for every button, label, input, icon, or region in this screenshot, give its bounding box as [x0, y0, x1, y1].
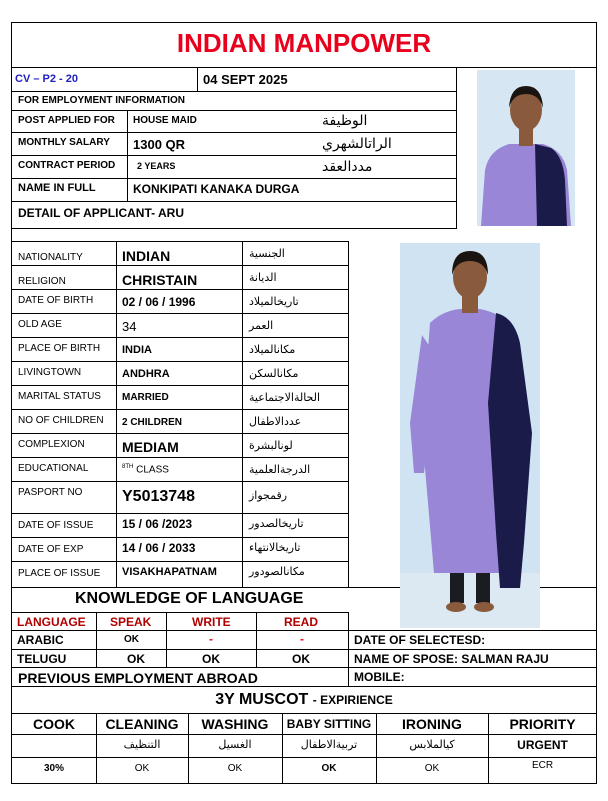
birthplace-label: PLACE OF BIRTH: [18, 343, 101, 354]
skill-cleaning-value: OK: [134, 763, 150, 774]
post-label: POST APPLIED FOR: [18, 115, 115, 126]
lang-telugu-name: TELUGU: [17, 652, 67, 666]
lang-telugu-write: OK: [202, 652, 220, 666]
age-value: 34: [122, 319, 137, 334]
complexion-value: MEDIAM: [122, 439, 179, 455]
education-label: EDUCATIONAL: [18, 463, 89, 474]
skill-ironing: IRONING: [402, 716, 462, 732]
complexion-label: COMPLEXION: [18, 439, 85, 450]
education-arabic: الدرجةالعلمية: [249, 463, 311, 476]
applicant-photo-small: [477, 70, 575, 226]
post-value: HOUSE MAID: [133, 115, 197, 126]
issue-date-label: DATE OF ISSUE: [18, 520, 94, 531]
skill-baby-sitting-value: OK: [321, 763, 337, 774]
lang-header-speak: SPEAK: [110, 615, 152, 629]
salary-value: 1300 QR: [133, 137, 186, 152]
exp-date-arabic: تاريخالانتهاء: [249, 541, 301, 554]
education-value-text: CLASS: [136, 464, 169, 476]
children-label: NO OF CHILDREN: [18, 415, 104, 426]
birthplace-arabic: مكانالميلاد: [249, 343, 296, 356]
lang-arabic-name: ARABIC: [17, 633, 64, 647]
religion-value: CHRISTAIN: [122, 272, 198, 288]
passport-value: Y5013748: [122, 488, 195, 505]
lang-telugu-read: OK: [292, 652, 310, 666]
lang-header-read: READ: [284, 615, 319, 629]
issue-date-arabic: تاريخالصدور: [249, 517, 304, 530]
education-value: [122, 464, 169, 475]
dob-value: 02 / 06 / 1996: [122, 295, 196, 309]
cv-code: CV – P2 - 20: [15, 73, 78, 85]
form-date: 04 SEPT 2025: [203, 72, 288, 87]
spouse-name: NAME OF SPOSE: SALMAN RAJU: [354, 652, 549, 666]
lang-arabic-speak: OK: [124, 634, 139, 645]
lang-header-write: WRITE: [192, 615, 231, 629]
marital-label: MARITAL STATUS: [18, 391, 101, 402]
experience-main: 3Y MUSCOT: [215, 691, 309, 708]
complexion-arabic: لونالبشرة: [249, 439, 293, 452]
contract-label: CONTRACT PERIOD: [18, 160, 116, 171]
priority-ecr: ECR: [531, 760, 554, 771]
marital-value: MARRIED: [122, 392, 169, 403]
contract-arabic: مددالعقد: [322, 159, 373, 175]
issue-place-label: PLACE OF ISSUE: [18, 568, 101, 579]
exp-date-label: DATE OF EXP: [18, 544, 84, 555]
marital-arabic: الحالةالاجتماعية: [249, 391, 321, 404]
religion-arabic: الديانة: [249, 271, 277, 284]
lang-header-language: LANGUAGE: [17, 615, 86, 629]
nationality-arabic: الجنسية: [249, 247, 285, 260]
detail-label: DETAIL OF APPLICANT- ARU: [18, 206, 184, 220]
name-label: NAME IN FULL: [18, 182, 96, 194]
name-value: KONKIPATI KANAKA DURGA: [133, 182, 300, 196]
employment-info-label: FOR EMPLOYMENT INFORMATION: [18, 95, 186, 106]
age-arabic: العمر: [249, 319, 274, 332]
issue-place-arabic: مكانالصودور: [249, 565, 305, 578]
education-value-sup: 8TH: [122, 464, 134, 470]
religion-label: RELIGION: [18, 276, 66, 287]
skill-cook-value: 30%: [43, 763, 64, 774]
skill-baby-sitting-arabic: تربيةالاطفال: [300, 738, 358, 751]
issue-place-value: VISAKHAPATNAM: [122, 566, 217, 578]
livingtown-label: LIVINGTOWN: [18, 367, 82, 378]
children-arabic: عددالاطفال: [249, 415, 302, 428]
knowledge-title: KNOWLEDGE OF LANGUAGE: [75, 590, 304, 607]
dob-arabic: تاريخالميلاد: [249, 295, 299, 308]
skill-cleaning-arabic: التنظيف: [123, 738, 161, 751]
contract-value: 2 YEARS: [137, 161, 176, 171]
skill-cook: COOK: [33, 716, 75, 732]
skill-cleaning: CLEANING: [105, 716, 179, 732]
skill-washing-value: OK: [227, 763, 243, 774]
lang-arabic-read: -: [300, 632, 304, 646]
skill-washing-arabic: الغسيل: [218, 738, 252, 751]
post-arabic: الوظيفة: [322, 113, 368, 129]
prev-employment-title: PREVIOUS EMPLOYMENT ABROAD: [18, 670, 258, 686]
experience-suffix: - EXPIRIENCE: [312, 693, 393, 707]
experience-line: [0, 692, 608, 708]
applicant-photo-full: [400, 243, 540, 628]
skill-ironing-value: OK: [424, 763, 440, 774]
dob-label: DATE OF BIRTH: [18, 295, 94, 306]
skill-ironing-arabic: كيالملابس: [409, 738, 455, 751]
exp-date-value: 14 / 06 / 2033: [122, 541, 196, 555]
age-label: OLD AGE: [18, 319, 62, 330]
nationality-value: INDIAN: [122, 248, 171, 264]
nationality-label: NATIONALITY: [18, 252, 83, 263]
livingtown-arabic: مكانالسكن: [249, 367, 299, 380]
mobile-label: MOBILE:: [354, 670, 405, 684]
page-title: INDIAN MANPOWER: [176, 28, 432, 58]
lang-arabic-write: -: [209, 632, 213, 646]
skill-priority: PRIORITY: [509, 716, 576, 732]
issue-date-value: 15 / 06 /2023: [122, 517, 193, 531]
date-selected: DATE OF SELECTESD:: [354, 633, 486, 647]
lang-telugu-speak: OK: [127, 652, 145, 666]
priority-value: URGENT: [517, 738, 568, 752]
salary-label: MONTHLY SALARY: [18, 137, 110, 148]
passport-arabic: رقمجواز: [249, 489, 288, 502]
livingtown-value: ANDHRA: [122, 368, 170, 380]
salary-arabic: الراتالشهري: [322, 136, 392, 152]
passport-label: PASPORT NO: [18, 487, 83, 498]
birthplace-value: INDIA: [122, 344, 152, 356]
skill-washing: WASHING: [201, 716, 269, 732]
children-value: 2 CHILDREN: [122, 417, 183, 428]
skill-baby-sitting: BABY SITTING: [286, 717, 372, 731]
